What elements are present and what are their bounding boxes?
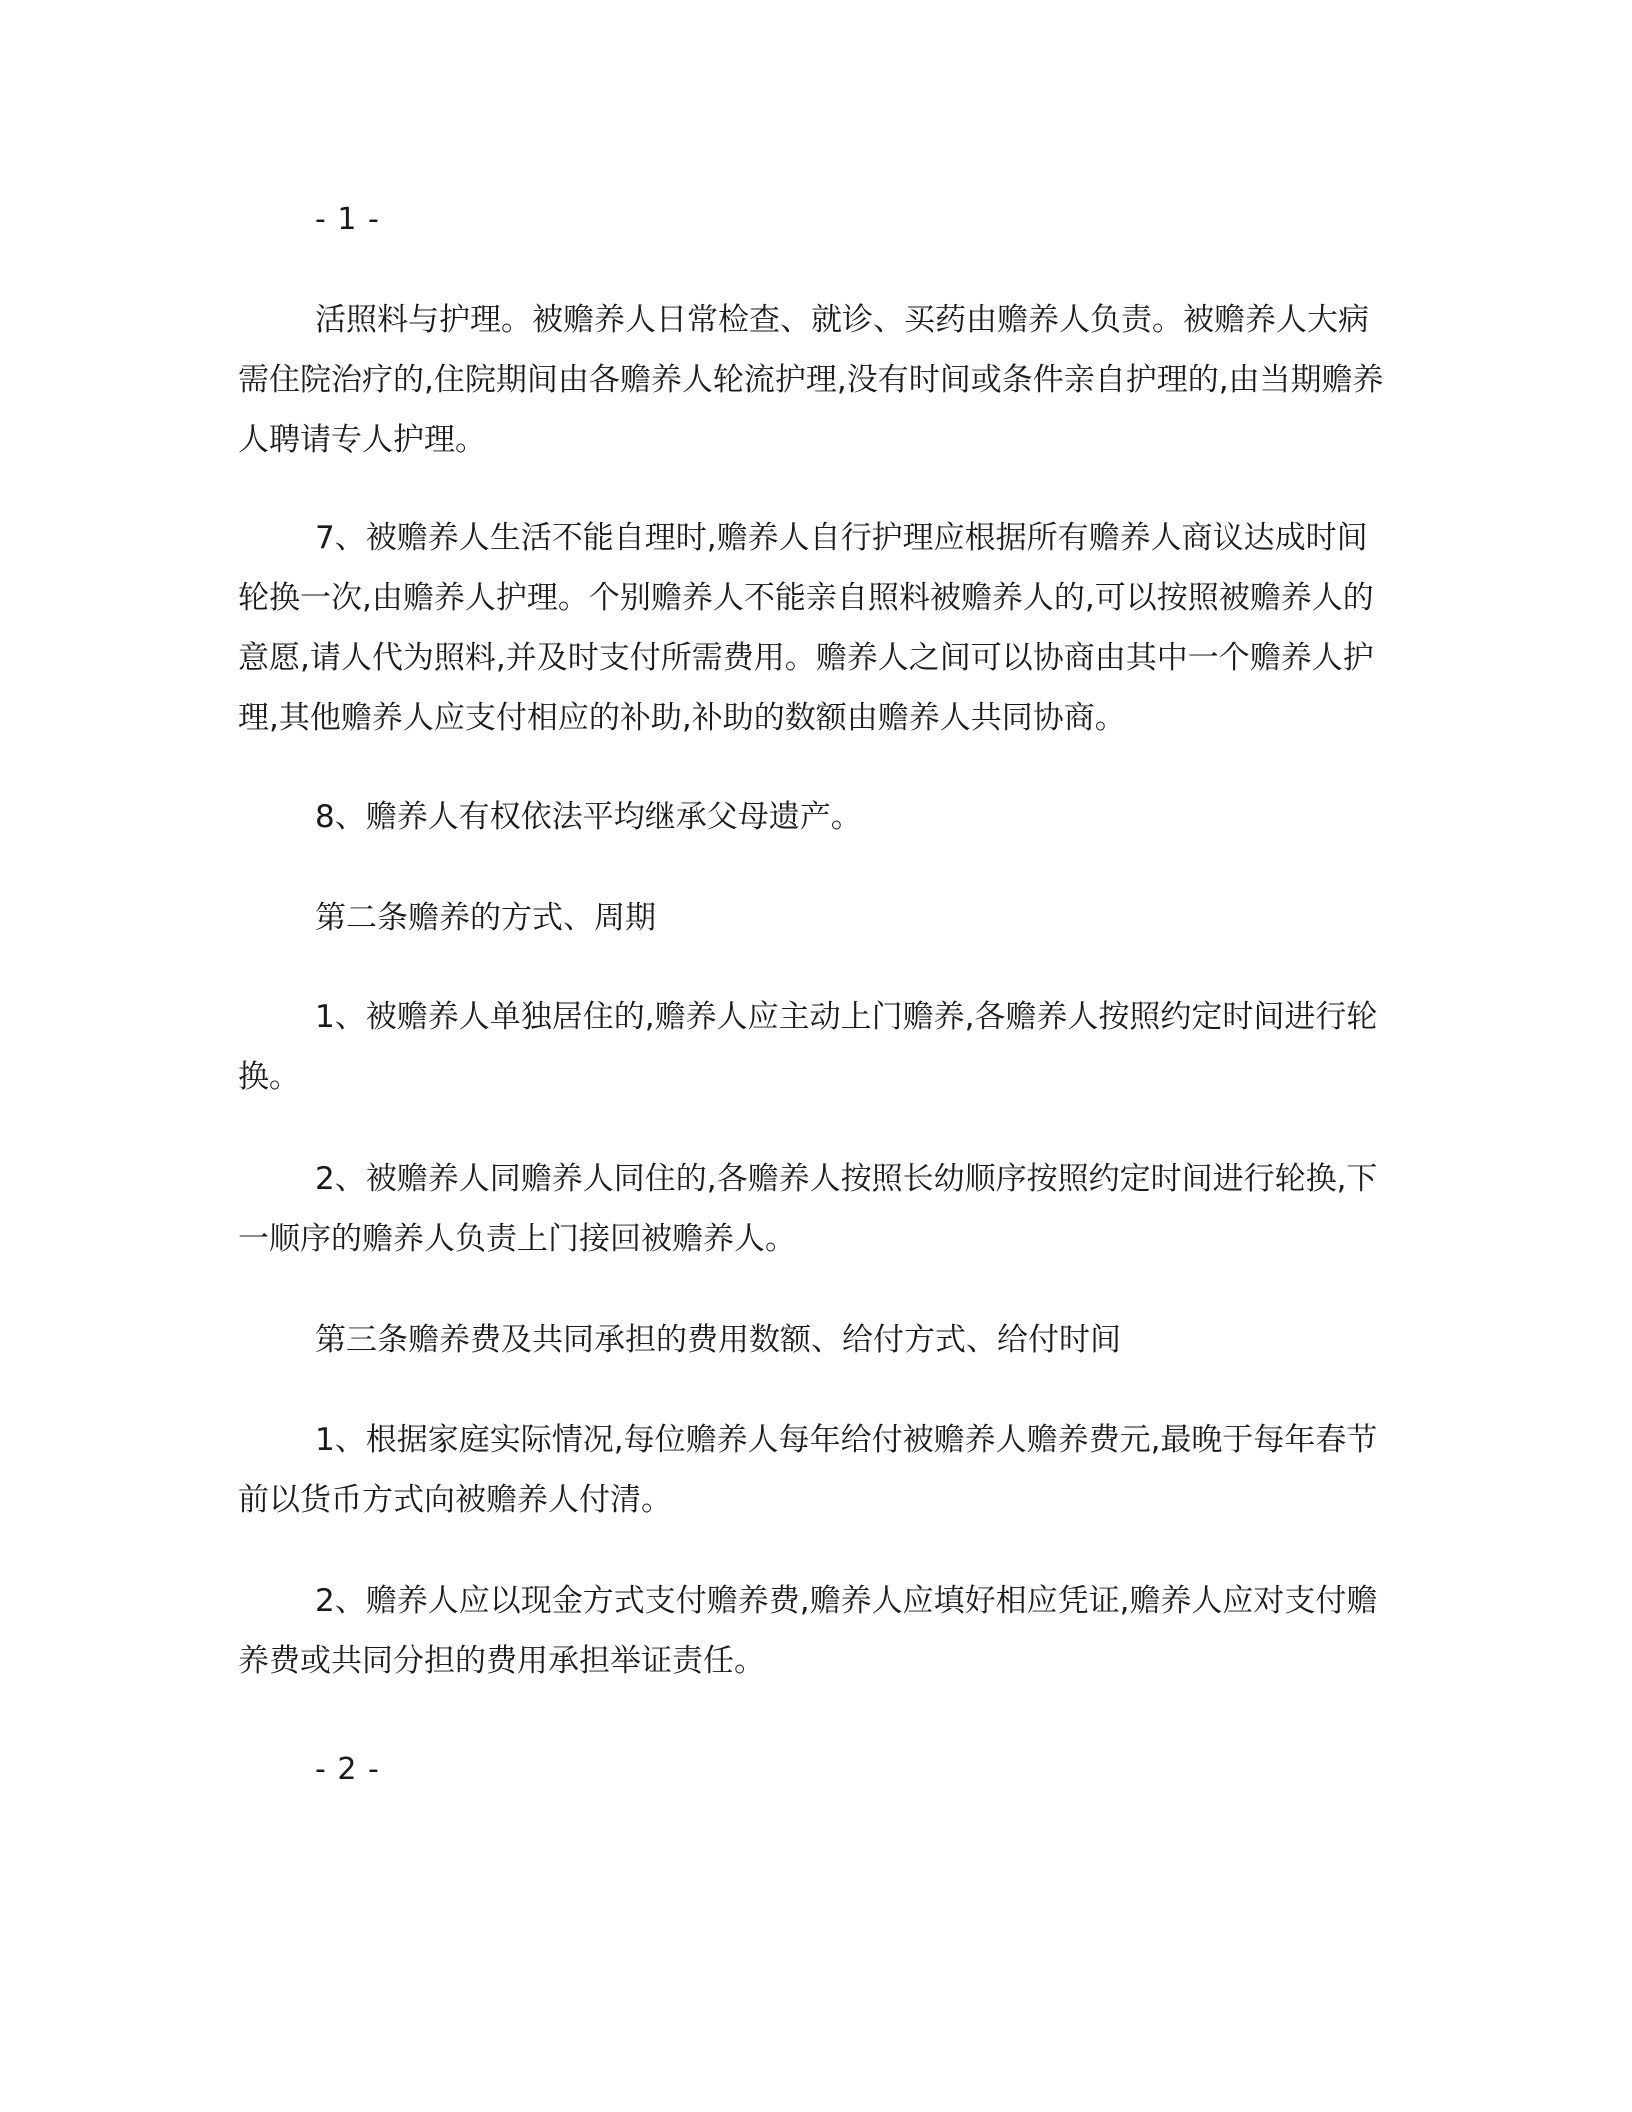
- paragraph-article-2-item-2: 2、被赡养人同赡养人同住的,各赡养人按照长幼顺序按照约定时间进行轮换,下一顺序的赡养人负责上门接回被赡养人。: [238, 1161, 1378, 1257]
- page-number-bottom: - 2 -: [315, 1752, 380, 1787]
- section-heading-article-3: 第三条赡养费及共同承担的费用数额、给付方式、给付时间: [315, 1322, 1121, 1358]
- section-heading-article-2: 第二条赡养的方式、周期: [315, 900, 656, 936]
- paragraph-care-continued: 活照料与护理。被赡养人日常检查、就诊、买药由赡养人负责。被赡养人大病需住院治疗的,住院期间由各赡养人轮流护理,没有时间或条件亲自护理的,由当期赡养人聘请专人护理。: [238, 302, 1384, 458]
- paragraph-article-3-item-1: 1、根据家庭实际情况,每位赡养人每年给付被赡养人赡养费元,最晚于每年春节前以货币方式向被赡养人付清。: [238, 1422, 1378, 1518]
- page-number-top: - 1 -: [315, 202, 380, 237]
- paragraph-item-8: 8、赡养人有权依法平均继承父母遗产。: [315, 799, 862, 835]
- paragraph-article-3-item-2: 2、赡养人应以现金方式支付赡养费,赡养人应填好相应凭证,赡养人应对支付赡养费或共同分担的费用承担举证责任。: [238, 1583, 1378, 1679]
- document-page: [238, 0, 1394, 2112]
- paragraph-item-7: 7、被赡养人生活不能自理时,赡养人自行护理应根据所有赡养人商议达成时间轮换一次,由赡养人护理。个别赡养人不能亲自照料被赡养人的,可以按照被赡养人的意愿,请人代为照料,并及时支付所需费用。赡养人之间可以协商由其中一个赡养人护理,其他赡养人应支付相应的补助,补助的数额由赡养人共同协商。: [238, 520, 1374, 736]
- paragraph-article-2-item-1: 1、被赡养人单独居住的,赡养人应主动上门赡养,各赡养人按照约定时间进行轮换。: [238, 999, 1378, 1095]
